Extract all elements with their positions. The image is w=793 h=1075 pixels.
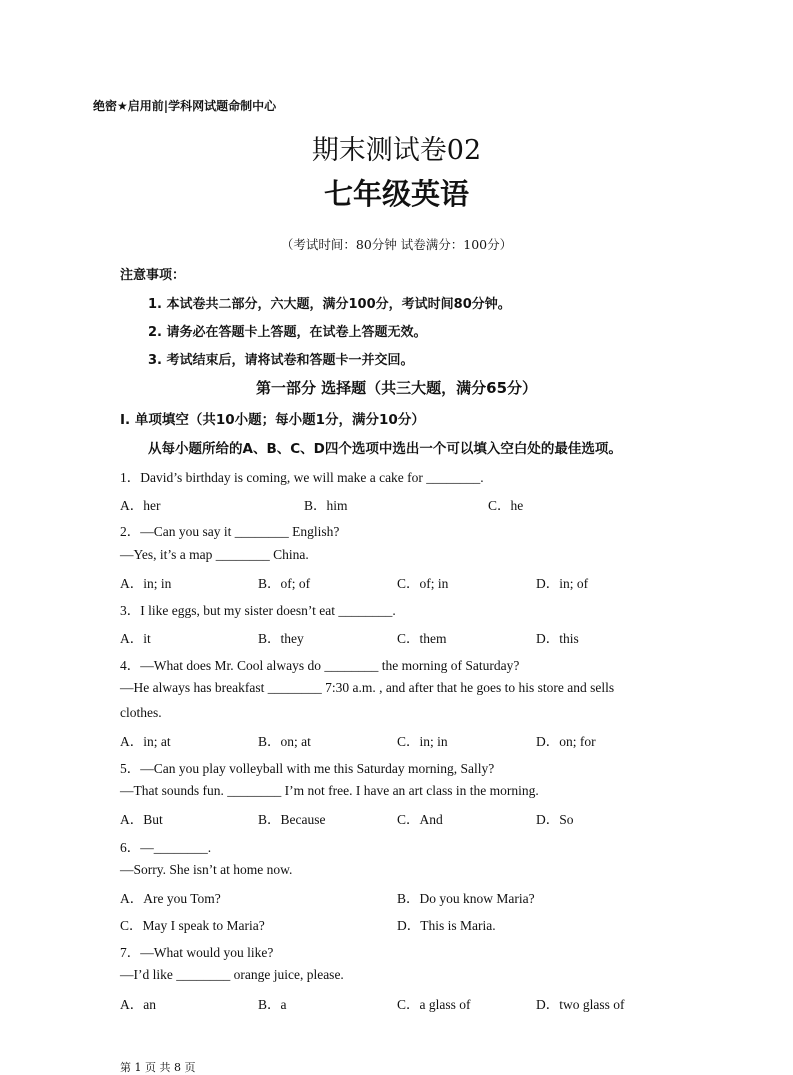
part-instruction: 从每小题所给的A、B、C、D四个选项中选出一个可以填入空白处的最佳选项。: [148, 441, 622, 457]
question-5-stem: 5．—Can you play volleyball with me this Saturday morning, Sally?: [120, 761, 495, 776]
note-item: 3. 考试结束后，请将试卷和答题卡一并交回。: [148, 353, 414, 368]
question-7-option-d: D．two glass of: [536, 997, 625, 1012]
question-4-option-a: A．in; at: [120, 734, 171, 749]
question-6-stem: 6．—________.: [120, 840, 212, 855]
question-4-option-c: C．in; in: [397, 734, 448, 749]
question-1-option-c: C．he: [488, 498, 524, 513]
note-item: 1. 本试卷共二部分，六大题，满分100分，考试时间80分钟。: [148, 297, 511, 312]
exam-subtitle: 七年级英语: [323, 177, 469, 211]
question-2-reply: —Yes, it’s a map ________ China.: [120, 547, 309, 562]
question-1-option-b: B．him: [304, 498, 348, 513]
question-6-option-d: D．This is Maria.: [397, 918, 496, 933]
question-7-option-c: C．a glass of: [397, 997, 471, 1012]
question-6-option-b: B．Do you know Maria?: [397, 891, 535, 906]
question-3-option-a: A．it: [120, 631, 151, 646]
question-2-stem: 2．—Can you say it ________ English?: [120, 524, 340, 539]
question-5-option-a: A．But: [120, 812, 163, 827]
exam-title: 期末测试卷02: [311, 135, 482, 166]
confidential-header: 绝密★启用前|学科网试题命制中心: [93, 99, 277, 113]
question-7-option-a: A．an: [120, 997, 156, 1012]
question-4-reply: —He always has breakfast ________ 7:30 a.m. , and after that he goes to his store and sells: [120, 680, 615, 695]
question-2-option-b: B．of; of: [258, 576, 311, 591]
question-2-option-d: D．in; of: [536, 576, 589, 591]
question-4-stem: 4．—What does Mr. Cool always do ________ the morning of Saturday?: [120, 658, 520, 673]
notes-heading: 注意事项：: [120, 268, 186, 283]
question-5-option-c: C．And: [397, 812, 443, 827]
question-6-option-a: A．Are you Tom?: [120, 891, 221, 906]
question-6-reply: —Sorry. She isn’t at home now.: [120, 862, 293, 877]
question-1-stem: 1．David’s birthday is coming, we will make a cake for ________.: [120, 470, 484, 485]
question-2-option-a: A．in; in: [120, 576, 172, 591]
question-6-option-c: C．May I speak to Maria?: [120, 918, 265, 933]
exam-info: （考试时间：80分钟 试卷满分：100分）: [280, 237, 513, 252]
question-5-reply: —That sounds fun. ________ I’m not free. I have an art class in the morning.: [120, 783, 539, 798]
question-1-option-a: A．her: [120, 498, 161, 513]
part-heading: I. 单项填空（共10小题；每小题1分，满分10分）: [120, 412, 425, 428]
question-7-reply: —I’d like ________ orange juice, please.: [120, 967, 344, 982]
question-5-option-d: D．So: [536, 812, 574, 827]
question-5-option-b: B．Because: [258, 812, 326, 827]
question-4-option-b: B．on; at: [258, 734, 311, 749]
question-3-option-c: C．them: [397, 631, 447, 646]
note-item: 2. 请务必在答题卡上答题，在试卷上答题无效。: [148, 325, 427, 340]
section-heading: 第一部分 选择题（共三大题，满分65分）: [255, 379, 538, 397]
question-3-stem: 3．I like eggs, but my sister doesn’t eat ________.: [120, 603, 396, 618]
question-4-reply-cont: clothes.: [120, 705, 162, 720]
question-7-stem: 7．—What would you like?: [120, 945, 274, 960]
question-3-option-b: B．they: [258, 631, 304, 646]
question-2-option-c: C．of; in: [397, 576, 449, 591]
question-4-option-d: D．on; for: [536, 734, 596, 749]
question-7-option-b: B．a: [258, 997, 287, 1012]
question-3-option-d: D．this: [536, 631, 579, 646]
page-footer: 第 1 页 共 8 页: [120, 1061, 196, 1074]
